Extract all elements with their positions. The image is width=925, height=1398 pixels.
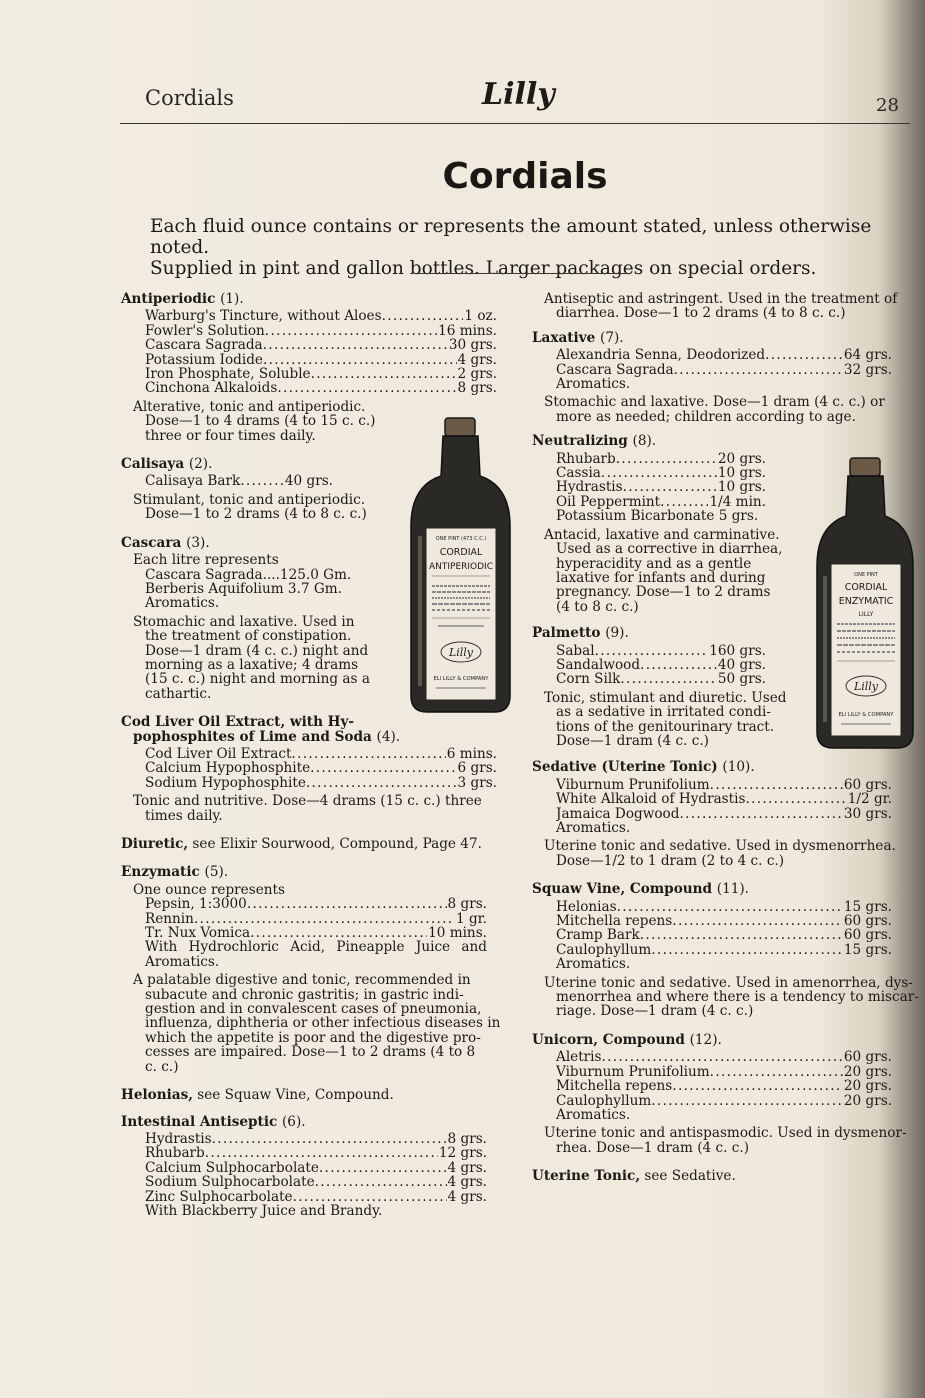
text-line: (7). — [600, 329, 624, 346]
text-line: Used as a corrective in diarrhea, — [556, 541, 783, 558]
ingredient-list — [532, 452, 766, 524]
ingredient-row — [556, 943, 892, 957]
text-line: Caulophyllum — [556, 942, 652, 958]
text-line: Viburnum Prunifolium — [556, 777, 710, 793]
text-line: 4 grs. — [457, 352, 497, 368]
ingredient-row — [556, 466, 766, 480]
text-line: menorrhea and where there is a tendency to miscar- — [556, 989, 919, 1006]
text-line: Helonias — [556, 899, 617, 915]
text-line: Alterative, tonic and antiperiodic. — [133, 398, 366, 415]
ingredient-row — [556, 928, 892, 942]
text-line: Cinchona Alkaloids — [145, 381, 278, 396]
text-line: Corn Silk — [556, 672, 621, 687]
bottle-label-name: ENZYMATIC — [838, 596, 894, 607]
entry-heading — [532, 882, 924, 896]
ingredient-row — [556, 480, 766, 494]
text-line: see Squaw Vine, Compound. — [192, 1087, 394, 1104]
ingredient-list — [121, 897, 487, 969]
ingredient-row — [556, 452, 766, 466]
text-line: Pepsin, 1:3000 — [145, 897, 247, 912]
text-line: Dose—1 dram (4 c. c.) — [556, 732, 709, 749]
ingredient-row — [556, 363, 892, 377]
text-line: see Sedative. — [640, 1168, 736, 1185]
text-line: Aromatics. — [556, 376, 631, 393]
page-number: 28 — [876, 95, 899, 116]
ingredient-list — [121, 474, 333, 488]
ingredient-row — [556, 658, 766, 672]
ingredient-row — [145, 912, 487, 926]
ingredient-list — [121, 747, 497, 790]
text-line: Alexandria Senna, Deodorized — [556, 348, 766, 363]
text-line: Sedative (Uterine Tonic) — [532, 759, 718, 776]
text-line: (10). — [722, 759, 755, 776]
text-line: 4 grs. — [447, 1189, 487, 1204]
text-line: (1). — [220, 291, 244, 307]
text-line: (9). — [605, 625, 629, 642]
text-line: c. c.) — [145, 1058, 179, 1075]
entry-heading — [532, 1033, 924, 1047]
text-line: 6 mins. — [446, 746, 497, 762]
text-line: 3 grs. — [457, 775, 497, 791]
text-line: 2 grs. — [457, 367, 497, 382]
ingredient-row — [145, 926, 487, 940]
cordial-bottle-illustration — [408, 416, 513, 716]
entry-description — [532, 1126, 924, 1155]
text-line: Cassia — [556, 466, 601, 481]
text-line: Stomachic and laxative. Dose—1 dram (4 c. c.) or — [544, 394, 885, 411]
ingredient-list — [121, 1132, 487, 1218]
text-line: (15 c. c.) night and morning as a — [145, 671, 370, 688]
text-line: Tonic and nutritive. Dose—4 drams (15 c. c.) three — [133, 793, 482, 810]
bottle-label-size: ONE PINT — [854, 572, 878, 578]
ingredient-list — [532, 778, 892, 836]
text-line: Rennin — [145, 911, 194, 927]
ingredient-list — [532, 1050, 892, 1122]
text-line: 1/2 gr. — [847, 792, 892, 807]
section-rule — [415, 273, 629, 274]
bottle-label-logo: Lilly — [448, 646, 474, 659]
text-line: cathartic. — [145, 685, 212, 702]
text-line: 20 grs. — [843, 1064, 892, 1080]
text-line: 60 grs. — [843, 914, 892, 929]
text-line: Dose—1 to 2 drams (4 to 8 c. c.) — [145, 506, 367, 523]
text-line: Tonic, stimulant and diuretic. Used — [544, 689, 787, 706]
intro-paragraph — [150, 216, 920, 279]
text-line: Palmetto — [532, 625, 601, 642]
cordial-bottle-illustration — [815, 456, 915, 752]
ingredient-row: Berberis Aquifolium 3.7 Gm. — [145, 580, 342, 597]
lilly-logo — [478, 72, 570, 116]
cross-reference — [121, 837, 513, 851]
text-line: Dose—1/2 to 1 dram (2 to 4 c. c.) — [556, 852, 785, 869]
entry-description — [121, 615, 383, 701]
text-line: 60 grs. — [843, 777, 892, 793]
ingredient-row — [145, 1132, 487, 1146]
ingredient-row — [556, 1050, 892, 1064]
text-line: Calcium Hypophosphite — [145, 761, 311, 776]
cross-reference — [532, 1169, 924, 1183]
entry-note: Each litre represents — [133, 552, 279, 569]
text-line: Potassium Bicarbonate 5 grs. — [556, 508, 759, 525]
text-line: 10 grs. — [717, 480, 766, 495]
ingredient-row — [556, 1065, 892, 1079]
ingredient-row — [556, 792, 892, 806]
ingredient-row — [556, 495, 766, 509]
text-line: 60 grs. — [843, 1050, 892, 1065]
text-line: Potassium Iodide — [145, 352, 263, 368]
text-line: 30 grs. — [448, 338, 497, 353]
text-line: With Hydrochloric Acid, Pineapple Juice and — [145, 939, 487, 956]
text-line: 15 grs. — [843, 899, 892, 915]
ingredient-row — [556, 348, 892, 362]
text-line: Cascara — [121, 534, 182, 551]
text-line: Laxative — [532, 329, 596, 346]
text-line: Intestinal Antiseptic — [121, 1113, 278, 1130]
entry-note: One ounce represents — [133, 881, 285, 898]
text-line: Caulophyllum — [556, 1093, 652, 1108]
text-line: Uterine tonic and sedative. Used in amenorrhea, dys- — [544, 974, 913, 991]
ingredient-row — [145, 747, 497, 761]
ingredient-row — [145, 1161, 487, 1175]
ingredient-list — [532, 348, 892, 391]
text-line: Aromatics. — [556, 956, 631, 973]
ingredient-row — [145, 1146, 487, 1160]
text-line: 8 grs. — [457, 381, 497, 396]
header-rule — [120, 123, 910, 124]
text-line: 1/4 min. — [709, 494, 766, 510]
ingredient-row — [556, 900, 892, 914]
text-line: 60 grs. — [843, 928, 892, 943]
text-line: 4 grs. — [447, 1160, 487, 1176]
ingredient-row — [145, 897, 487, 911]
ingredient-row — [556, 672, 766, 686]
text-line: (8). — [632, 433, 657, 450]
text-line: Helonias, — [121, 1087, 193, 1104]
text-line: Antacid, laxative and carminative. — [544, 526, 780, 543]
entry-description — [532, 528, 794, 614]
ingredient-row — [145, 324, 497, 338]
text-line: laxative for infants and during — [556, 569, 766, 586]
bottle-label-brand: LILLY — [858, 611, 874, 618]
text-line: Unicorn, Compound — [532, 1031, 685, 1048]
text-line: Hydrastis — [556, 480, 623, 495]
bottle-label-maker: ELI LILLY & COMPANY — [838, 712, 894, 718]
text-line: Mitchella repens — [556, 914, 673, 929]
text-line: Cascara Sagrada — [145, 338, 263, 353]
text-line: Antiperiodic — [121, 291, 216, 307]
running-header: Cordials — [145, 86, 234, 110]
text-line: 40 grs. — [284, 474, 333, 489]
text-line: Warburg's Tincture, without Aloes — [145, 309, 382, 324]
entry-heading — [532, 760, 924, 774]
text-line: (6). — [282, 1113, 306, 1130]
entry-description — [532, 839, 924, 868]
text-line: A palatable digestive and tonic, recommended in — [133, 972, 471, 989]
text-line: (4 to 8 c. c.) — [556, 598, 639, 615]
text-line: Diuretic, — [121, 836, 189, 852]
ingredient-list — [532, 900, 892, 972]
text-line: White Alkaloid of Hydrastis — [556, 792, 746, 807]
ingredient-row — [145, 381, 497, 395]
text-line: hyperacidity and as a gentle — [556, 555, 752, 572]
ingredient-row — [145, 338, 497, 352]
text-line: 1 oz. — [464, 309, 497, 324]
intro-line: Each fluid ounce contains or represents the amount stated, unless otherwise noted. — [150, 216, 872, 258]
text-line: Rhubarb — [556, 451, 616, 467]
ingredient-row — [556, 644, 766, 658]
bottle-label-maker: ELI LILLY & COMPANY — [433, 676, 489, 682]
intro-line: Supplied in pint and gallon bottles. Larger packages on special orders. — [150, 258, 817, 279]
text-line: 20 grs. — [717, 451, 766, 467]
ingredient-row — [556, 778, 892, 792]
text-line: Squaw Vine, Compound — [532, 881, 713, 898]
ingredient-row — [556, 1079, 892, 1093]
ingredient-row — [145, 1175, 487, 1189]
cross-reference — [121, 1088, 513, 1102]
text-line: three or four times daily. — [145, 427, 316, 444]
text-line: 8 grs. — [447, 897, 487, 912]
text-line: Iron Phosphate, Soluble — [145, 367, 311, 382]
text-line: 1 gr. — [456, 911, 487, 927]
ingredient-row — [556, 914, 892, 928]
ingredient-row — [556, 807, 892, 821]
text-line: Mitchella repens — [556, 1079, 673, 1094]
text-line: Aromatics. — [556, 1106, 631, 1123]
ingredient-list — [532, 644, 766, 687]
entry-description — [532, 976, 924, 1019]
text-line: (2). — [188, 456, 213, 473]
text-line: (12). — [689, 1031, 722, 1048]
bottle-label-name: ANTIPERIODIC — [428, 562, 494, 572]
text-line: Cod Liver Oil Extract — [145, 746, 292, 762]
text-line: Zinc Sulphocarbolate — [145, 1189, 293, 1204]
text-line: (5). — [204, 864, 229, 881]
entry-heading — [121, 865, 513, 879]
text-line: Dose—1 to 4 drams (4 to 15 c. c.) — [145, 413, 376, 430]
text-line: 30 grs. — [843, 806, 892, 821]
text-line: Aletris — [556, 1050, 602, 1065]
entry-heading — [121, 715, 513, 744]
text-line: Cramp Bark — [556, 928, 640, 943]
entry-heading — [121, 292, 513, 306]
text-line: rhea. Dose—1 dram (4 c. c.) — [556, 1139, 749, 1156]
text-line: the treatment of constipation. — [145, 628, 352, 645]
text-line: pophosphites of Lime and Soda — [133, 728, 372, 745]
text-line: Cascara Sagrada — [556, 362, 674, 378]
text-line: Calcium Sulphocarbolate — [145, 1160, 319, 1176]
text-line: Sodium Sulphocarbolate — [145, 1175, 315, 1190]
entry-description — [532, 691, 804, 749]
ingredient-row — [145, 1190, 487, 1204]
text-line: (11). — [716, 881, 749, 898]
text-line: Jamaica Dogwood — [556, 806, 680, 821]
text-line: With Blackberry Juice and Brandy. — [145, 1202, 383, 1219]
text-line: Rhubarb — [145, 1146, 205, 1161]
ingredient-list — [121, 309, 497, 395]
text-line: Sodium Hypophosphite — [145, 775, 306, 791]
text-line: Tr. Nux Vomica — [145, 926, 251, 941]
text-line: Hydrastis — [145, 1131, 212, 1147]
text-line: pregnancy. Dose—1 to 2 drams — [556, 584, 771, 601]
entry-heading — [532, 434, 924, 448]
text-line: influenza, diphtheria or other infectious diseases in — [145, 1015, 501, 1032]
text-line: Viburnum Prunifolium — [556, 1064, 710, 1080]
ingredient-row — [145, 367, 497, 381]
text-line: cesses are impaired. Dose—1 to 2 drams (4 to 8 — [145, 1044, 476, 1061]
text-line: Uterine tonic and antispasmodic. Used in dysmenor- — [544, 1125, 907, 1142]
text-line: 50 grs. — [717, 672, 766, 687]
text-line: 10 mins. — [428, 926, 487, 941]
text-line: Dose—1 dram (4 c. c.) night and — [145, 642, 369, 659]
logo-text: Lilly — [482, 77, 555, 112]
ingredient-row — [145, 761, 497, 775]
text-line: (4). — [376, 728, 401, 745]
text-line: (3). — [186, 534, 210, 551]
text-line: riage. Dose—1 dram (4 c. c.) — [556, 1003, 754, 1020]
text-line: diarrhea. Dose—1 to 2 drams (4 to 8 c. c.) — [556, 305, 846, 322]
text-line: 64 grs. — [843, 348, 892, 363]
text-line: which the appetite is poor and the digestive pro- — [145, 1029, 481, 1046]
text-line: Cod Liver Oil Extract, with Hy- — [121, 714, 355, 731]
text-line: 15 grs. — [843, 942, 892, 958]
text-line: 12 grs. — [438, 1146, 487, 1161]
text-line: Uterine tonic and sedative. Used in dysmenorrhea. — [544, 838, 896, 855]
ingredient-row: Aromatics. — [145, 595, 220, 612]
ingredient-row — [145, 776, 497, 790]
text-line: 10 grs. — [717, 466, 766, 481]
text-line: Sabal — [556, 643, 595, 658]
bottle-label-size: ONE PINT (473 C.C.) — [435, 536, 487, 542]
text-line: 40 grs. — [717, 657, 766, 673]
text-line: Fowler's Solution — [145, 323, 265, 339]
text-line: Neutralizing — [532, 433, 628, 450]
text-line: Stomachic and laxative. Used in — [133, 613, 355, 630]
text-line: more as needed; children according to age. — [556, 408, 856, 425]
text-line: 6 grs. — [457, 761, 497, 776]
text-line: Calisaya Bark — [145, 474, 241, 489]
text-line: as a sedative in irritated condi- — [556, 704, 771, 721]
text-line: gestion and in convalescent cases of pneumonia, — [145, 1001, 482, 1018]
text-line: 4 grs. — [447, 1175, 487, 1190]
text-line: subacute and chronic gastritis; in gastric indi- — [145, 986, 464, 1003]
bottle-label-logo: Lilly — [853, 680, 879, 693]
ingredient-row: Cascara Sagrada....125.0 Gm. — [145, 566, 352, 583]
entry-description — [121, 794, 513, 823]
text-line: Aromatics. — [556, 820, 631, 836]
ingredient-row — [145, 309, 497, 323]
text-line: Sandalwood — [556, 657, 641, 673]
ingredient-row — [556, 1094, 892, 1108]
entry-heading — [121, 1115, 513, 1129]
text-line: 32 grs. — [843, 362, 892, 378]
entry-description — [532, 395, 924, 424]
text-line: morning as a laxative; 4 drams — [145, 656, 359, 673]
entry-heading — [532, 331, 924, 345]
text-line: tions of the genitourinary tract. — [556, 718, 775, 735]
entry-description — [532, 292, 924, 321]
bottle-label-title: CORDIAL — [439, 547, 483, 558]
text-line: 20 grs. — [843, 1093, 892, 1108]
entry-description — [121, 973, 513, 1074]
text-line: Enzymatic — [121, 864, 200, 881]
text-line: Aromatics. — [145, 953, 220, 970]
page-title: Cordials — [442, 156, 608, 197]
text-line: Calisaya — [121, 456, 185, 473]
text-line: times daily. — [145, 807, 223, 824]
text-line: 20 grs. — [843, 1079, 892, 1094]
ingredient-row — [145, 474, 333, 488]
text-line: see Elixir Sourwood, Compound, Page 47. — [188, 836, 482, 852]
text-line: 160 grs. — [709, 643, 766, 658]
text-line: Uterine Tonic, — [532, 1168, 641, 1185]
bottle-label-title: CORDIAL — [844, 582, 888, 593]
ingredient-row — [145, 353, 497, 367]
text-line: 8 grs. — [447, 1131, 487, 1147]
text-line: Antiseptic and astringent. Used in the treatment of — [544, 291, 898, 307]
text-line: Oil Peppermint — [556, 494, 661, 510]
text-line: 16 mins. — [438, 323, 497, 339]
text-line: Stimulant, tonic and antiperiodic. — [133, 491, 366, 508]
